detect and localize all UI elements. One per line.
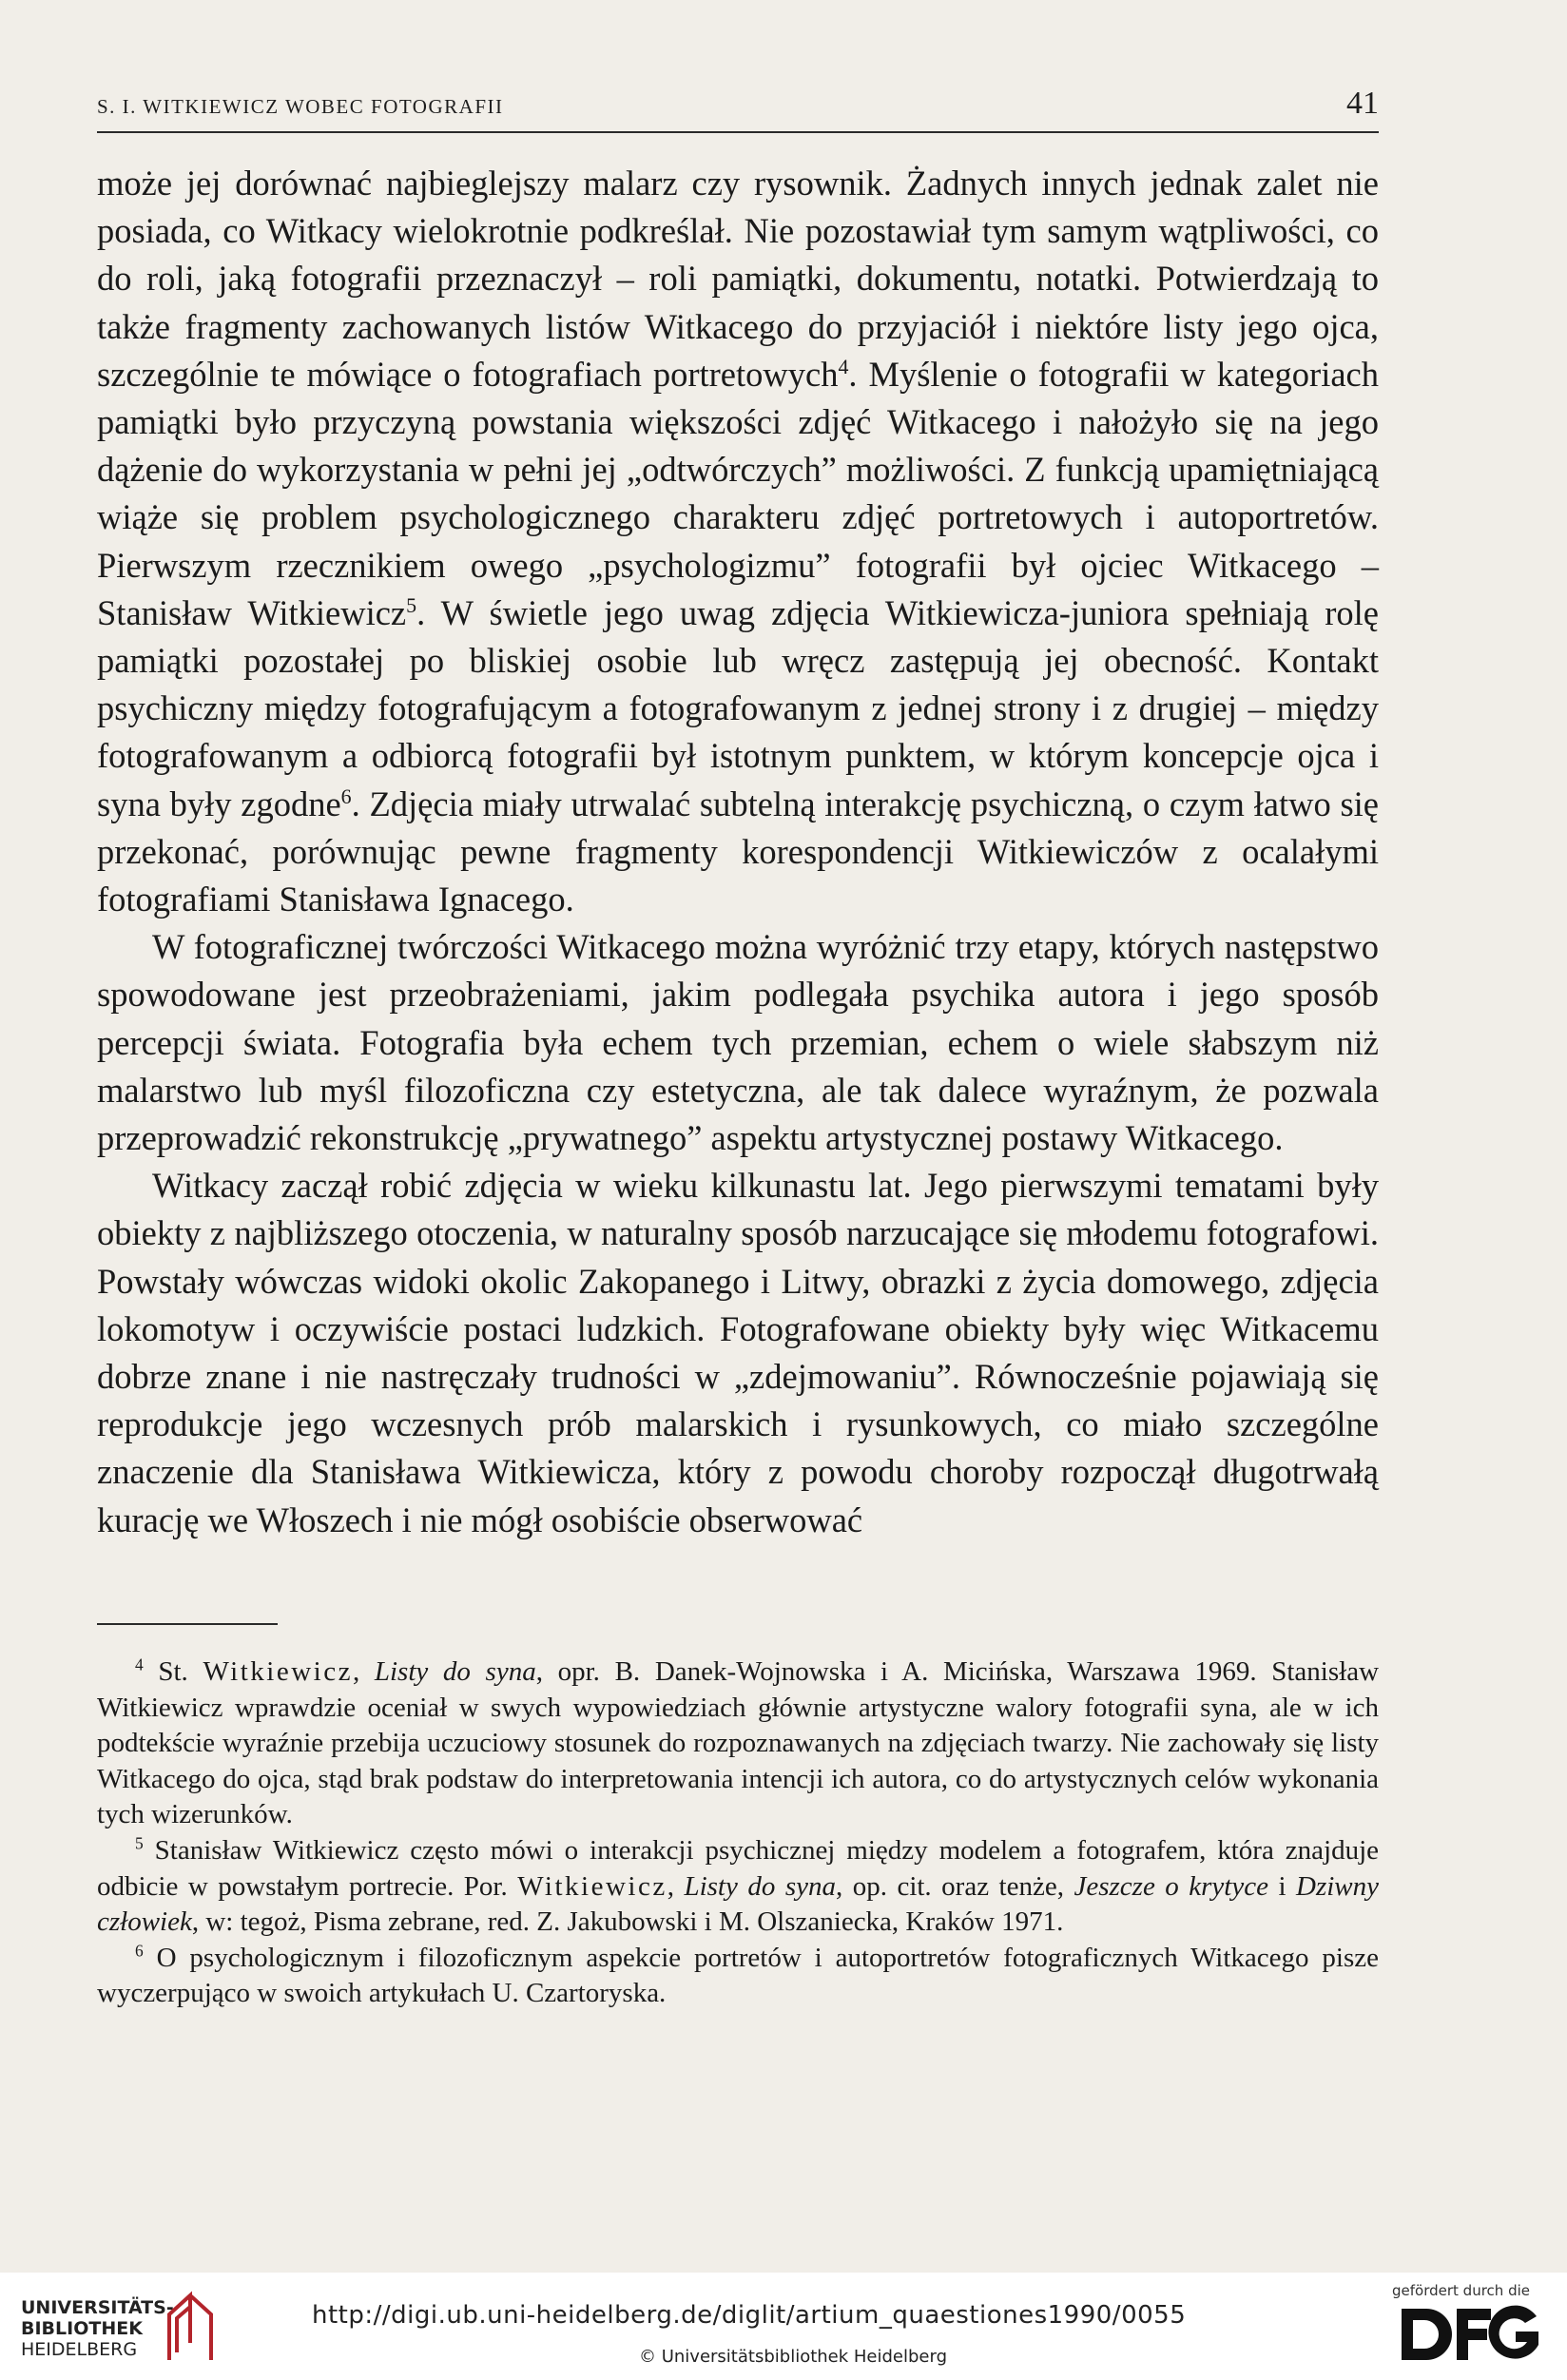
text-run: W fotograficznej twórczości Witkacego można wyróżnić trzy etapy, których następstwo spowodowane jest przeobrażeniami, jakim podlegała psychika autora i jego sposób percepcji świata. Fotografia była echem tych przemian, echem o wiele słabszym niż malarstwo lub myśl filozoficzna czy estetyczna, ale tak dalece wyraźnym, że pozwala przeprowadzić rekonstrukcję „prywatnego” aspektu artystycznej postawy Witkacego. — [97, 927, 1379, 1158]
spaced-author: Witkiewicz — [517, 1870, 667, 1902]
funded-by-label: gefördert durch die — [1392, 2282, 1530, 2299]
text-run: , — [352, 1656, 375, 1687]
heidelberg-library-logo-icon — [162, 2286, 219, 2366]
page-number: 41 — [1346, 86, 1379, 121]
text-run: Witkacy zaczął robić zdjęcia w wieku kilkunastu lat. Jego pierwszymi tematami były obiekty z najbliższego otoczenia, w naturalny sposób narzucające się młodemu fotografowi. Powstały wówczas widoki okolic Zakopanego i Litwy, obrazki z życia domowego, zdjęcia lokomotyw i oczywiście postaci ludzkich. Fotografowane obiekty były więc Witkacemu dobrze znane i nie nastręczały trudności w „zdejmowaniu”. Równocześnie pojawiają się reprodukcje jego wczesnych prób malarskich i rysunkowych, co miało szczególne znaczenie dla Stanisława Witkiewicza, który z powodu choroby rozpoczął długotrwałą kurację we Włoszech i nie mógł osobiście obserwować — [97, 1166, 1379, 1539]
text-run: może jej dorównać najbieglejszy malarz czy rysownik. Żadnych innych jednak zalet nie posiada, co Witkacy wielokrotnie podkreślał. Nie pozostawiał tym samym wątpliwości, co do roli, jaką fotografii przeznaczył – roli pamiątki, dokumentu, notatki. Potwierdzają to także fragmenty zachowanych listów Witkacego do przyjaciół i niektóre listy jego ojca, szczególnie te mówiące o fotografiach portretowych — [97, 164, 1379, 394]
text-run: St. — [143, 1656, 203, 1687]
spaced-author: Witkiewicz — [203, 1656, 353, 1687]
page-header — [97, 86, 1379, 133]
text-run: , op. cit. oraz tenże, — [835, 1870, 1074, 1902]
text-run: . Zdjęcia miały utrwalać subtelną interakcję psychiczną, o czym łatwo się przekonać, porównując pewne fragmenty korespondencji Witkiewiczów z ocalałymi fotografiami Stanisława Ignacego. — [97, 784, 1379, 919]
library-name-line2: BIBLIOTHEK — [21, 2318, 143, 2339]
text-run: , — [667, 1870, 685, 1902]
footnotes — [97, 1654, 1379, 2012]
body-text — [97, 160, 1379, 1544]
text-run: i — [1267, 1870, 1297, 1902]
footnote-ref: 5 — [406, 592, 417, 617]
footnote-ref: 6 — [135, 1941, 144, 1961]
footnote — [97, 1654, 1379, 1833]
footnote-ref: 5 — [135, 1833, 144, 1853]
footnote-ref: 4 — [135, 1654, 144, 1674]
italic-title: Jeszcze o krytyce — [1074, 1870, 1268, 1902]
library-name-line1: UNIVERSITÄTS- — [21, 2297, 174, 2318]
italic-title: Listy do syna — [374, 1656, 536, 1687]
footnote — [97, 1941, 1379, 2012]
paragraph — [97, 1162, 1379, 1544]
permalink-url[interactable]: http://digi.ub.uni-heidelberg.de/diglit/artium_quaestiones1990/0055 — [312, 2301, 1187, 2330]
footnote — [97, 1833, 1379, 1941]
italic-title: Dziwny człowiek — [97, 1870, 1380, 1938]
copyright-notice: © Universitätsbibliothek Heidelberg — [639, 2347, 948, 2367]
footnote-ref: 6 — [340, 784, 352, 808]
footnote-ref: 4 — [838, 354, 849, 378]
footnote-separator — [97, 1623, 278, 1625]
library-name-line3: HEIDELBERG — [21, 2339, 138, 2360]
digitization-footer — [0, 2273, 1567, 2380]
dfg-logo-icon — [1398, 2303, 1540, 2366]
text-run: , w: tegoż, Pisma zebrane, red. Z. Jakubowski i M. Olszaniecka, Kraków 1971. — [191, 1906, 1064, 1938]
paragraph — [97, 923, 1379, 1162]
text-run: Stanisław Witkiewicz często mówi o interakcji psychicznej między modelem a fotografem, która znajduje odbicie w powstałym portrecie. Por. — [97, 1834, 1379, 1902]
text-run: O psychologicznym i filozoficznym aspekcie portretów i autoportretów fotograficznych Witkacego pisze wyczerpująco w swoich artykułach U. Czartoryska. — [97, 1942, 1379, 2009]
paragraph — [97, 160, 1379, 923]
library-name — [21, 2297, 174, 2360]
italic-title: Listy do syna — [684, 1870, 836, 1902]
text-run: . Myślenie o fotografii w kategoriach pamiątki było przyczyną powstania większości zdjęć Witkacego i nałożyło się na jego dążenie do wykorzystania w pełni jej „odtwórczych” możliwości. Z funkcją upamiętniającą wiąże się problem psychologicznego charakteru zdjęć portretowych i autoportretów. Pierwszym rzecznikiem owego „psychologizmu” fotografii był ojciec Witkacego – Stanisław Witkiewicz — [97, 354, 1379, 632]
running-head: S. I. WITKIEWICZ WOBEC FOTOGRAFII — [97, 95, 504, 118]
text-run: . W świetle jego uwag zdjęcia Witkiewicza-juniora spełniają rolę pamiątki pozostałej po bliskiej osobie lub wręcz zastępują jej obecność. Kontakt psychiczny między fotografującym a fotografowanym z jednej strony i z drugiej – między fotografowanym a odbiorcą fotografii był istotnym punktem, w którym koncepcje ojca i syna były zgodne — [97, 592, 1380, 823]
text-run: , opr. B. Danek-Wojnowska i A. Micińska, Warszawa 1969. Stanisław Witkiewicz wprawdzie oceniał w swych wypowiedziach głównie artystyczne walory fotografii syna, ale w ich podtekście wyraźnie przebija uczuciowy stosunek do rozpoznawanych na zdjęciach twarzy. Nie zachowały się listy Witkacego do ojca, stąd brak podstaw do interpretowania intencji ich autora, co do artystycznych celów wykonania tych wizerunków. — [97, 1656, 1380, 1830]
